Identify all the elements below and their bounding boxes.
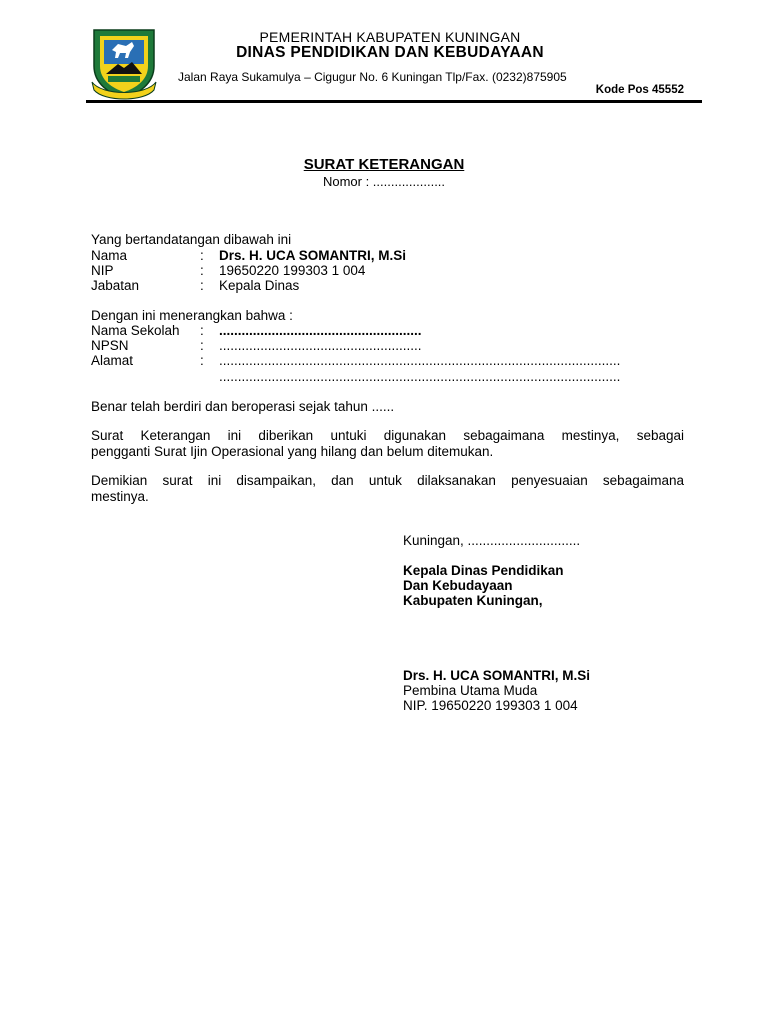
letterhead-address: Jalan Raya Sukamulya – Cigugur No. 6 Kuningan Tlp/Fax. (0232)875905 [178,70,567,84]
intro-text: Yang bertandatangan dibawah ini [91,232,292,247]
paragraph-purpose [91,428,684,460]
field-value-nama: Drs. H. UCA SOMANTRI, M.Si [219,248,407,263]
field-blank-npsn: ...................................................... [219,338,422,353]
letterhead-divider [86,100,702,103]
signature-place-date: Kuningan, .............................. [403,533,581,548]
field-colon: : [200,263,204,278]
field-blank-alamat-2: ........................................................................................................... [219,369,621,384]
signature-name: Drs. H. UCA SOMANTRI, M.Si [403,668,591,683]
field-value-nip: 19650220 199303 1 004 [219,263,366,278]
document-number: Nomor : .................... [322,174,446,189]
kuningan-regency-emblem-icon [88,26,160,100]
field-label-jabatan: Jabatan [91,278,140,293]
paragraph-established: Benar telah berdiri dan beroperasi sejak tahun ...... [91,399,395,414]
signature-position-line-1: Kepala Dinas Pendidikan [403,563,564,578]
paragraph-closing [91,473,684,505]
field-label-npsn: NPSN [91,338,129,353]
signature-position-line-3: Kabupaten Kuningan, [403,593,543,608]
field-value-jabatan: Kepala Dinas [219,278,300,293]
field-colon: : [200,353,204,368]
field-label-nama-sekolah: Nama Sekolah [91,323,180,338]
paragraph-closing-line-1: Demikian surat ini disampaikan, dan untuk dilaksanakan penyesuaian sebagaimana [91,473,684,488]
field-label-alamat: Alamat [91,353,134,368]
field-colon: : [200,248,204,263]
paragraph-closing-line-2: mestinya. [91,489,149,504]
signature-position-line-2: Dan Kebudayaan [403,578,513,593]
field-blank-nama-sekolah: ...................................................... [219,323,422,338]
letterhead-government: PEMERINTAH KABUPATEN KUNINGAN [259,29,521,45]
field-label-nip: NIP [91,263,114,278]
field-colon: : [200,323,204,338]
field-label-nama: Nama [91,248,128,263]
signature-nip: NIP. 19650220 199303 1 004 [403,698,578,713]
paragraph-purpose-line-1: Surat Keterangan ini diberikan untuki digunakan sebagaimana mestinya, sebagai [91,428,684,443]
paragraph-purpose-line-2: pengganti Surat Ijin Operasional yang hilang dan belum ditemukan. [91,444,494,459]
declaration-text: Dengan ini menerangkan bahwa : [91,308,293,323]
letterhead-office: DINAS PENDIDIKAN DAN KEBUDAYAAN [236,44,544,61]
document-title: SURAT KETERANGAN [303,156,465,173]
letterhead-postal-code: Kode Pos 45552 [595,84,684,96]
field-colon: : [200,278,204,293]
signature-rank: Pembina Utama Muda [403,683,538,698]
field-colon: : [200,338,204,353]
field-blank-alamat-1: ........................................................................................................... [219,353,621,368]
